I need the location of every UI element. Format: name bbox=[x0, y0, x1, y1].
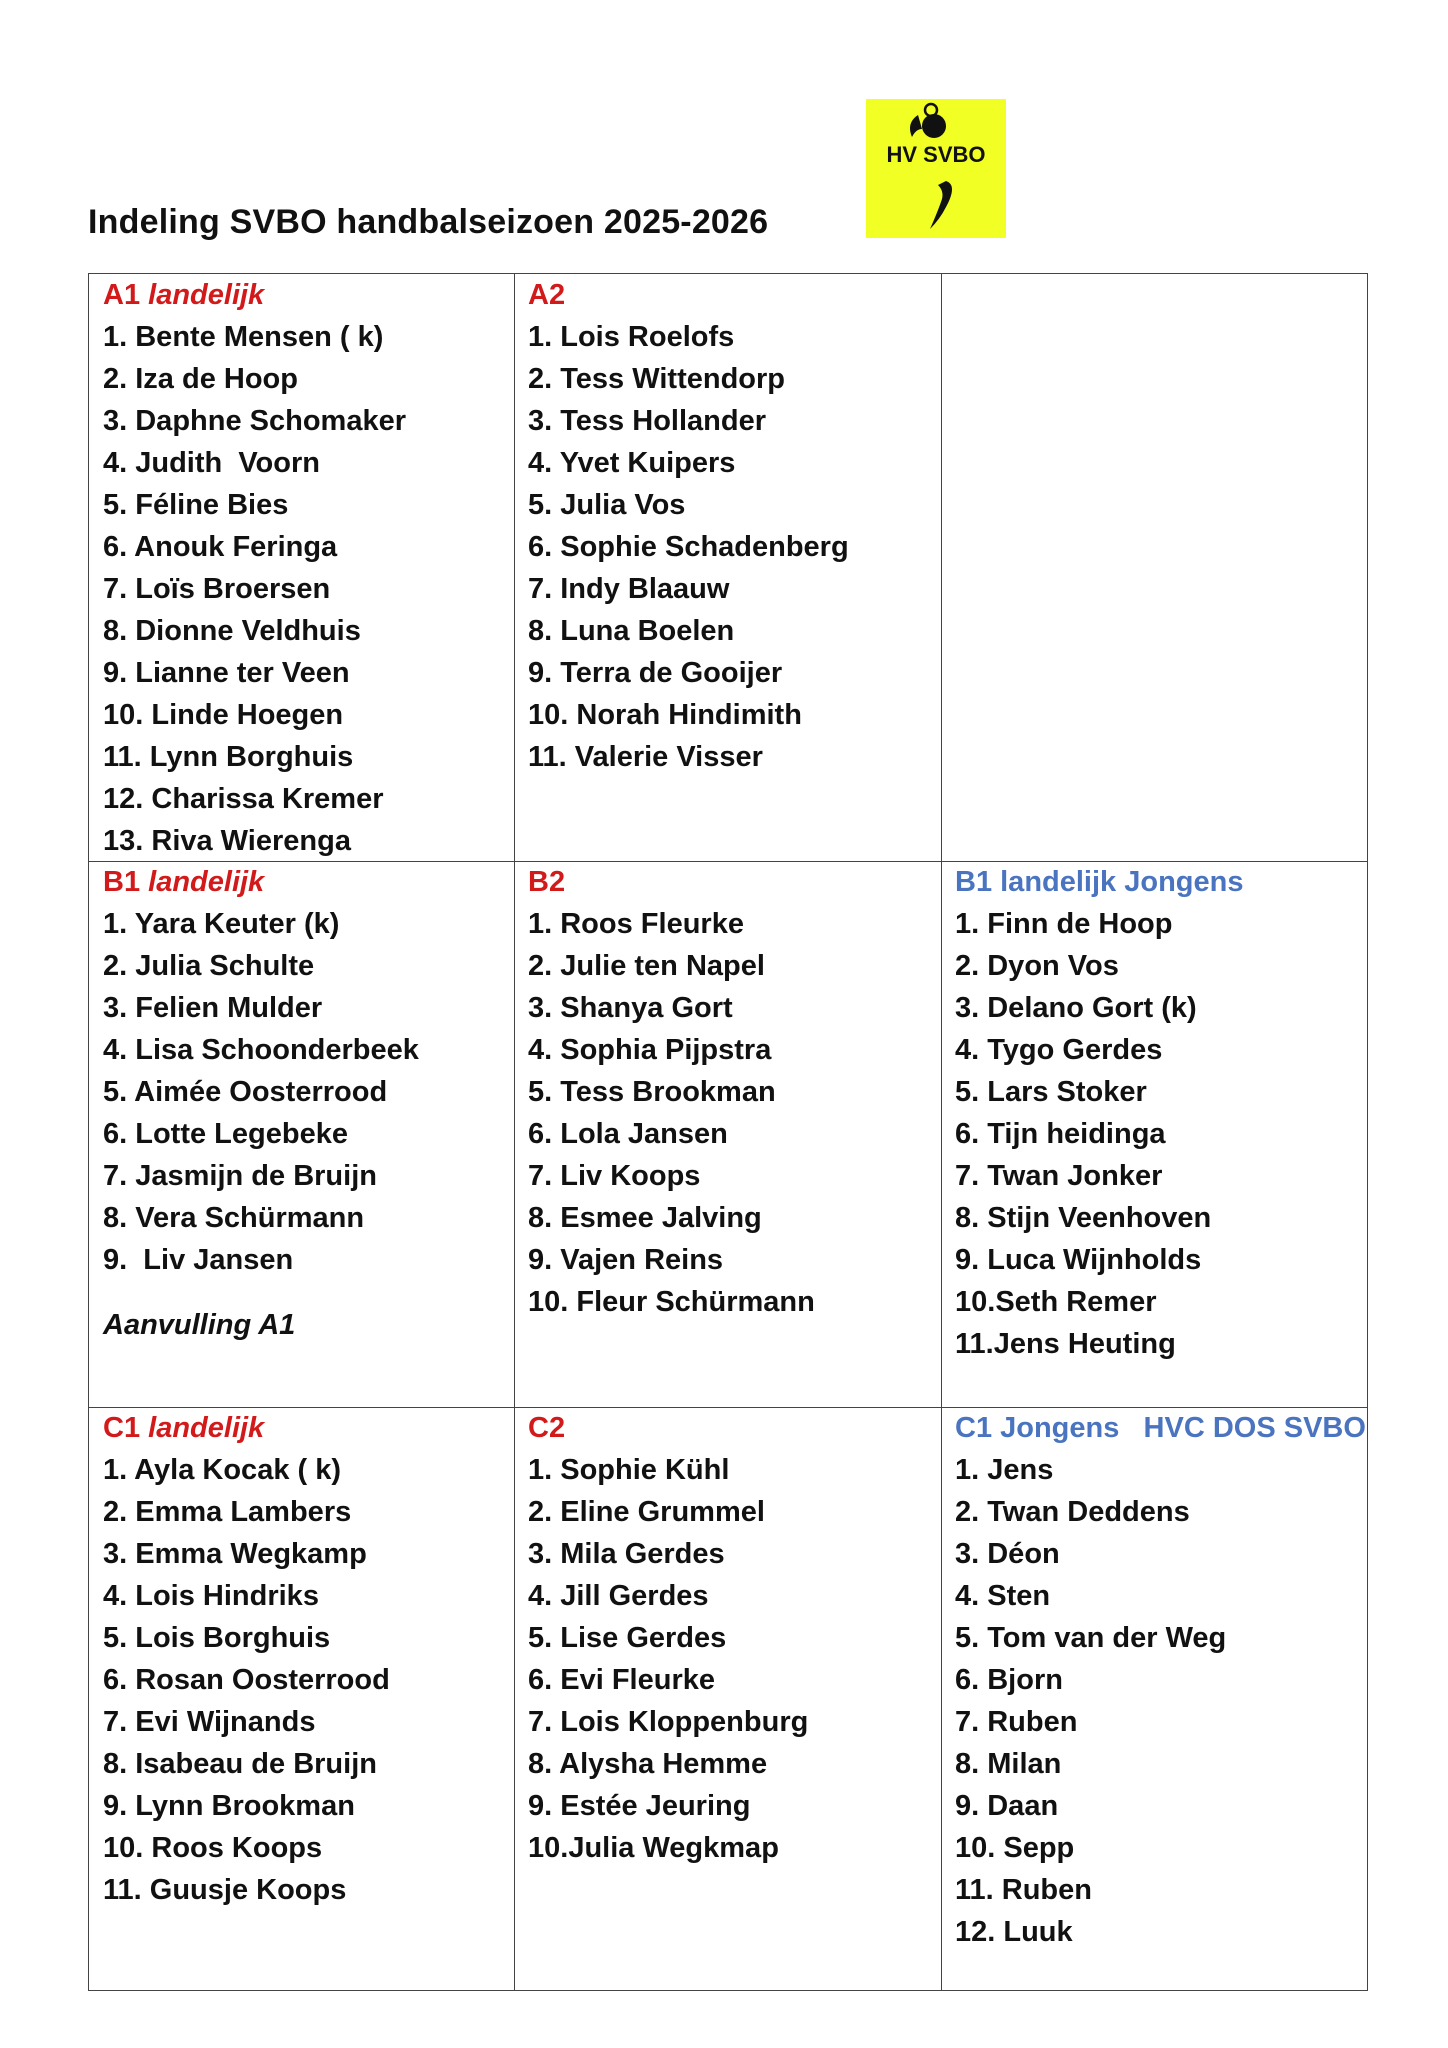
team-b1-boys bbox=[941, 861, 1368, 1365]
player-row: 9. Estée Jeuring bbox=[528, 1790, 751, 1822]
player-row: 12. Charissa Kremer bbox=[103, 783, 384, 815]
player-row: 4. Sophia Pijpstra bbox=[528, 1034, 772, 1066]
player-row: 6. Lotte Legebeke bbox=[103, 1118, 348, 1150]
player-row: 5. Lars Stoker bbox=[955, 1076, 1147, 1108]
player-row: 8. Dionne Veldhuis bbox=[103, 615, 361, 647]
player-row: 4. Tygo Gerdes bbox=[955, 1034, 1163, 1066]
player-row: 10. Norah Hindimith bbox=[528, 699, 802, 731]
handball-player-logo-icon bbox=[866, 99, 1006, 238]
player-row: 1. Ayla Kocak ( k) bbox=[103, 1454, 342, 1486]
player-row: 12. Luuk bbox=[955, 1916, 1073, 1948]
player-row: 2. Twan Deddens bbox=[955, 1496, 1190, 1528]
player-row: 6. Sophie Schadenberg bbox=[528, 531, 849, 563]
player-row: 2. Eline Grummel bbox=[528, 1496, 765, 1528]
team-c1 bbox=[89, 1407, 514, 1911]
player-row: 6. Tijn heidinga bbox=[955, 1118, 1166, 1150]
player-row: 9. Vajen Reins bbox=[528, 1244, 724, 1276]
team-table bbox=[88, 273, 1368, 1991]
team-heading: B1 landelijk Jongens bbox=[955, 866, 1244, 898]
player-row: 11. Guusje Koops bbox=[103, 1874, 347, 1906]
player-row: 2. Julie ten Napel bbox=[528, 950, 765, 982]
player-row: 2. Iza de Hoop bbox=[103, 363, 298, 395]
player-row: 1. Bente Mensen ( k) bbox=[103, 321, 384, 353]
player-row: 11. Ruben bbox=[955, 1874, 1092, 1906]
player-row: 3. Déon bbox=[955, 1538, 1060, 1570]
player-row: 5. Aimée Oosterrood bbox=[103, 1076, 388, 1108]
player-row: 4. Lisa Schoonderbeek bbox=[103, 1034, 419, 1066]
player-row: 3. Shanya Gort bbox=[528, 992, 733, 1024]
player-row: 2. Tess Wittendorp bbox=[528, 363, 786, 395]
player-row: 10. Fleur Schürmann bbox=[528, 1286, 815, 1318]
player-row: 7. Ruben bbox=[955, 1706, 1078, 1738]
player-row: 9. Liv Jansen bbox=[103, 1244, 294, 1276]
player-row: 5. Julia Vos bbox=[528, 489, 686, 521]
player-row: 7. Twan Jonker bbox=[955, 1160, 1163, 1192]
player-row: 6. Lola Jansen bbox=[528, 1118, 728, 1150]
team-b1 bbox=[89, 861, 514, 1346]
player-row: 7. Liv Koops bbox=[528, 1160, 701, 1192]
team-heading: B2 bbox=[528, 866, 566, 898]
player-row: 6. Anouk Feringa bbox=[103, 531, 338, 563]
player-row: 2. Dyon Vos bbox=[955, 950, 1119, 982]
player-row: 7. Loïs Broersen bbox=[103, 573, 331, 605]
player-row: 7. Evi Wijnands bbox=[103, 1706, 316, 1738]
player-row: 9. Lynn Brookman bbox=[103, 1790, 355, 1822]
player-row: 8. Milan bbox=[955, 1748, 1062, 1780]
player-row: 7. Indy Blaauw bbox=[528, 573, 730, 605]
player-row: 1. Jens bbox=[955, 1454, 1054, 1486]
player-row: 11. Lynn Borghuis bbox=[103, 741, 354, 773]
player-row: 3. Delano Gort (k) bbox=[955, 992, 1197, 1024]
player-row: 9. Lianne ter Veen bbox=[103, 657, 350, 689]
player-row: 4. Sten bbox=[955, 1580, 1051, 1612]
player-row: 8. Luna Boelen bbox=[528, 615, 735, 647]
player-row: 10. Sepp bbox=[955, 1832, 1075, 1864]
player-row: 1. Yara Keuter (k) bbox=[103, 908, 340, 940]
team-note: Aanvulling A1 bbox=[103, 1309, 296, 1341]
club-logo bbox=[866, 99, 1006, 238]
player-row: 8. Vera Schürmann bbox=[103, 1202, 365, 1234]
player-row: 8. Stijn Veenhoven bbox=[955, 1202, 1212, 1234]
team-heading: C2 bbox=[528, 1412, 566, 1444]
player-row: 4. Jill Gerdes bbox=[528, 1580, 709, 1612]
player-row: 9. Daan bbox=[955, 1790, 1059, 1822]
player-row: 3. Mila Gerdes bbox=[528, 1538, 725, 1570]
team-heading: A1 landelijk bbox=[103, 279, 265, 311]
player-row: 8. Isabeau de Bruijn bbox=[103, 1748, 377, 1780]
player-row: 3. Tess Hollander bbox=[528, 405, 766, 437]
player-row: 4. Judith Voorn bbox=[103, 447, 320, 479]
team-heading: C1 Jongens HVC DOS SVBO bbox=[955, 1412, 1366, 1444]
player-row: 8. Alysha Hemme bbox=[528, 1748, 768, 1780]
player-row: 6. Bjorn bbox=[955, 1664, 1063, 1696]
player-row: 3. Emma Wegkamp bbox=[103, 1538, 367, 1570]
player-row: 5. Lise Gerdes bbox=[528, 1622, 727, 1654]
team-a2 bbox=[514, 274, 941, 778]
page-title: Indeling SVBO handbalseizoen 2025-2026 bbox=[88, 203, 769, 241]
team-heading: B1 landelijk bbox=[103, 866, 265, 898]
player-row: 9. Luca Wijnholds bbox=[955, 1244, 1202, 1276]
team-heading: C1 landelijk bbox=[103, 1412, 265, 1444]
team-heading: A2 bbox=[528, 279, 566, 311]
player-row: 13. Riva Wierenga bbox=[103, 825, 351, 857]
team-a1 bbox=[89, 274, 514, 862]
player-row: 5. Tom van der Weg bbox=[955, 1622, 1227, 1654]
player-row: 3. Daphne Schomaker bbox=[103, 405, 406, 437]
player-row: 2. Julia Schulte bbox=[103, 950, 315, 982]
player-row: 7. Jasmijn de Bruijn bbox=[103, 1160, 377, 1192]
player-row: 7. Lois Kloppenburg bbox=[528, 1706, 809, 1738]
player-row: 5. Féline Bies bbox=[103, 489, 289, 521]
player-row: 6. Evi Fleurke bbox=[528, 1664, 715, 1696]
player-row: 10. Roos Koops bbox=[103, 1832, 323, 1864]
player-row: 1. Finn de Hoop bbox=[955, 908, 1173, 940]
player-row: 5. Tess Brookman bbox=[528, 1076, 776, 1108]
player-row: 8. Esmee Jalving bbox=[528, 1202, 762, 1234]
player-row: 6. Rosan Oosterrood bbox=[103, 1664, 390, 1696]
player-row: 5. Lois Borghuis bbox=[103, 1622, 331, 1654]
player-row: 10.Seth Remer bbox=[955, 1286, 1157, 1318]
player-row: 4. Yvet Kuipers bbox=[528, 447, 736, 479]
player-row: 10. Linde Hoegen bbox=[103, 699, 344, 731]
player-row: 2. Emma Lambers bbox=[103, 1496, 352, 1528]
player-row: 10.Julia Wegkmap bbox=[528, 1832, 779, 1864]
player-row: 3. Felien Mulder bbox=[103, 992, 323, 1024]
player-row: 1. Sophie Kühl bbox=[528, 1454, 730, 1486]
player-row: 11. Valerie Visser bbox=[528, 741, 763, 773]
svg-text:HV SVBO: HV SVBO bbox=[886, 142, 986, 167]
team-c1-boys bbox=[941, 1407, 1368, 1953]
player-row: 11.Jens Heuting bbox=[955, 1328, 1176, 1360]
player-row: 1. Roos Fleurke bbox=[528, 908, 744, 940]
team-c2 bbox=[514, 1407, 941, 1869]
player-row: 9. Terra de Gooijer bbox=[528, 657, 783, 689]
player-row: 4. Lois Hindriks bbox=[103, 1580, 319, 1612]
player-row: 1. Lois Roelofs bbox=[528, 321, 735, 353]
team-b2 bbox=[514, 861, 941, 1323]
